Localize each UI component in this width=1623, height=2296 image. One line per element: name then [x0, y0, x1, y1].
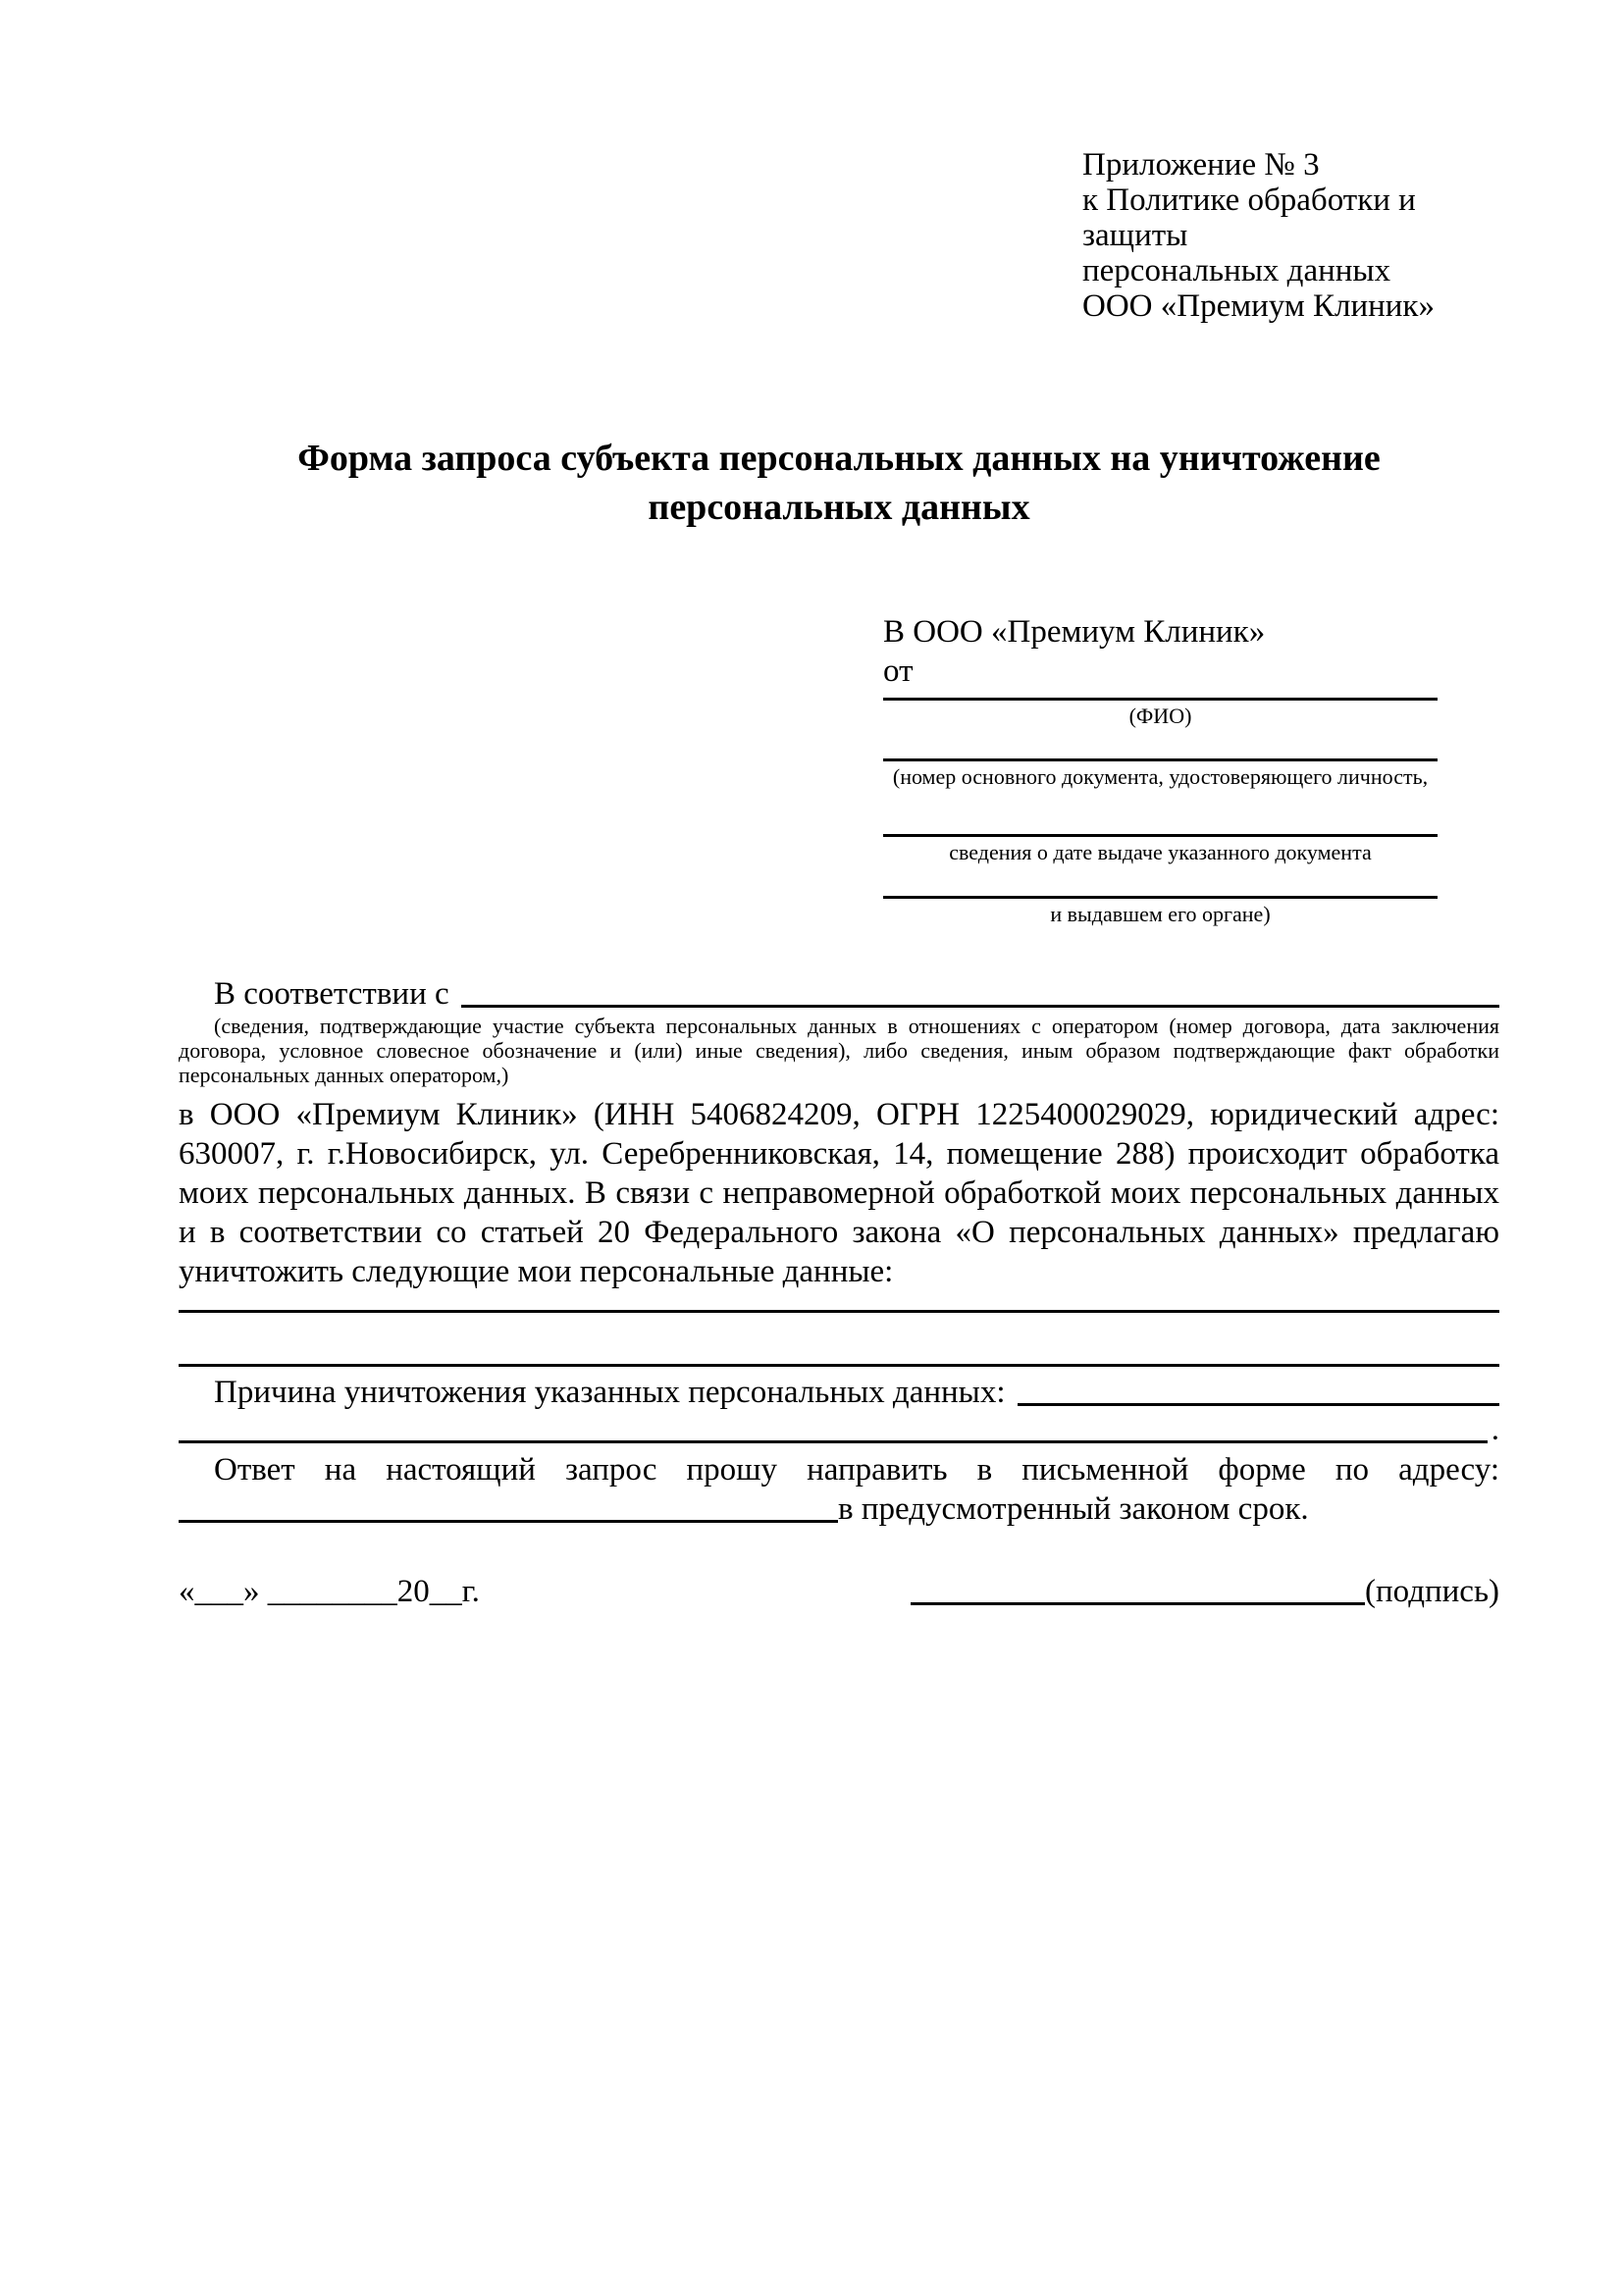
- answer-tail: в предусмотренный законом срок.: [838, 1491, 1309, 1527]
- personal-data-blank-line-1: [179, 1291, 1499, 1313]
- reason-row: [179, 1373, 1499, 1412]
- appendix-line: к Политике обработки и защиты: [1082, 183, 1416, 253]
- addressee-from-label: от: [883, 653, 914, 689]
- period-mark: .: [1491, 1412, 1499, 1447]
- issue-date-caption: сведения о дате выдаче указанного документа: [949, 840, 1372, 864]
- id-document-blank-line: [883, 729, 1438, 761]
- addressee-block: [883, 612, 1438, 927]
- reason-label: Причина уничтожения указанных персональных данных:: [214, 1375, 1006, 1410]
- date-blank: «___» ________20__г.: [179, 1574, 480, 1609]
- accordance-prefix: В соответствии с: [214, 976, 449, 1012]
- answer-address-row: [179, 1489, 1499, 1529]
- signature-group: [911, 1572, 1499, 1611]
- issuer-caption: и выдавшем его органе): [1050, 902, 1271, 926]
- answer-paragraph: Ответ на настоящий запрос прошу направить в письменной форме по адресу:: [214, 1452, 1499, 1487]
- appendix-block: [1082, 0, 1499, 324]
- reason-blank-line-2: [179, 1412, 1488, 1443]
- main-paragraph: в ООО «Премиум Клиник» (ИНН 5406824209, ОГРН 1225400029029, юридический адрес: 630007, г. г.Новосибирск, ул. Серебренниковская, 14, помещение 288) происходит обработка моих персональных данных. В связи с неправомерной обработкой моих персональных данных и в соответствии со статьей 20 Федерального закона «О персональных данных» предлагаю уничтожить следующие мои персональные данные:: [179, 1097, 1499, 1289]
- appendix-line: персональных данных: [1082, 253, 1391, 288]
- participation-note: (сведения, подтверждающие участие субъекта персональных данных в отношениях с оператором (номер договора, дата заключения договора, условное словесное обозначение и (или) иные сведения), либо сведения, иным образом подтверждающие факт обработки персональных данных оператором,): [179, 1014, 1499, 1087]
- address-blank-line: [179, 1489, 838, 1523]
- id-document-caption: (номер основного документа, удостоверяющего личность,: [892, 764, 1429, 789]
- signature-caption: (подпись): [1365, 1574, 1499, 1609]
- fio-blank-line: [883, 691, 1438, 701]
- signature-blank-line: [911, 1572, 1365, 1605]
- appendix-line: Приложение № 3: [1082, 147, 1320, 183]
- accordance-row: [179, 974, 1499, 1014]
- personal-data-blank-line-2: [179, 1313, 1499, 1367]
- date-signature-row: [179, 1572, 1499, 1611]
- title-line-2: персональных данных: [648, 487, 1030, 528]
- title-line-1: Форма запроса субъекта персональных данных на уничтожение: [297, 438, 1381, 479]
- document-title: [179, 434, 1499, 532]
- fio-caption: (ФИО): [1128, 704, 1192, 728]
- appendix-line: ООО «Премиум Клиник»: [1082, 288, 1435, 324]
- reason-blank-line: [1018, 1373, 1499, 1406]
- accordance-blank-line: [461, 974, 1499, 1008]
- issue-date-blank-line: [883, 790, 1438, 837]
- reason-continuation-row: [179, 1412, 1499, 1447]
- addressee-to: В ООО «Премиум Клиник»: [883, 614, 1266, 650]
- issuer-blank-line: [883, 865, 1438, 899]
